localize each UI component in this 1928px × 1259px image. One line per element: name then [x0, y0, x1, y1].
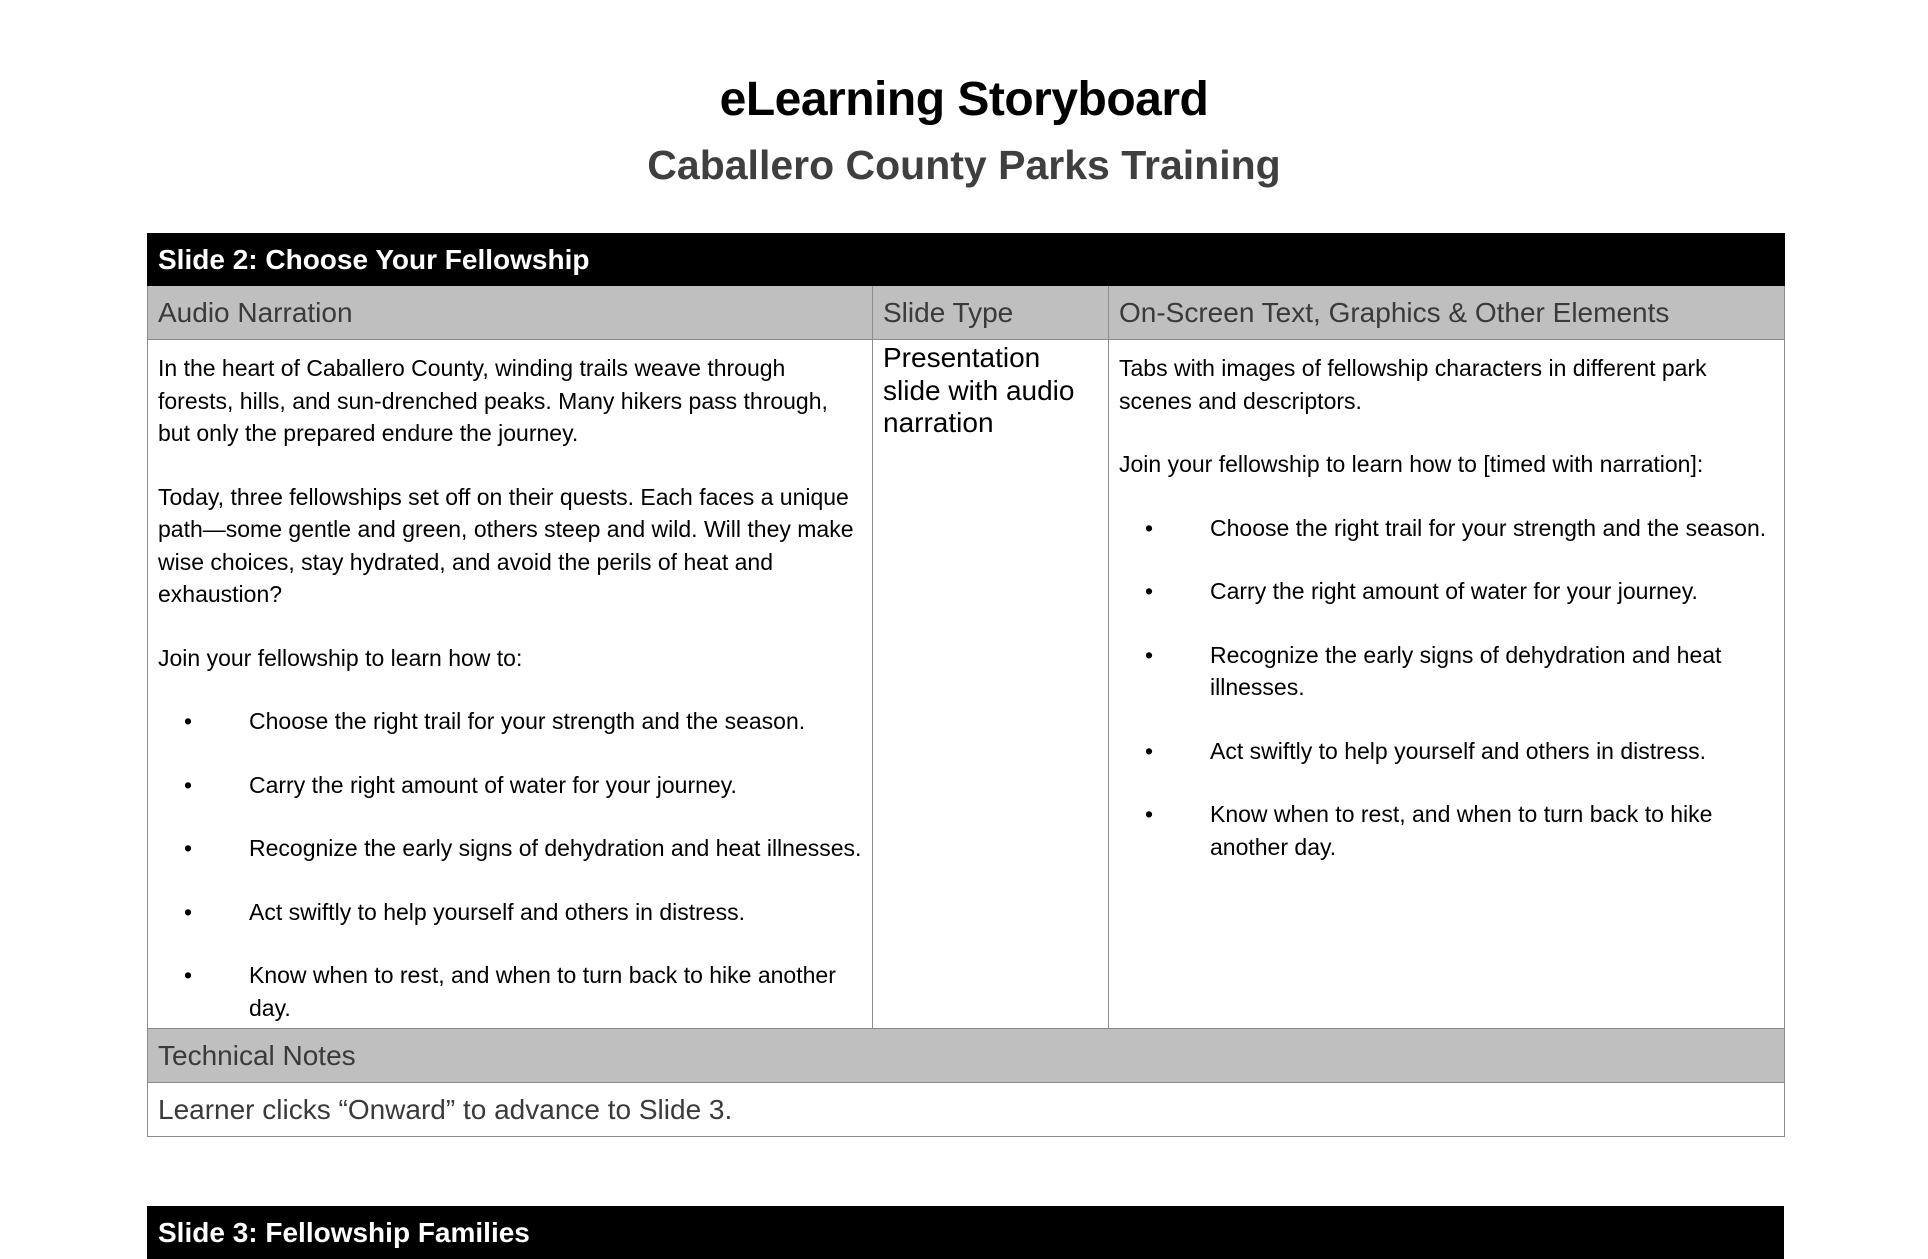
slide-2-heading-row	[148, 234, 1785, 286]
list-item: • Carry the right amount of water for your journey.	[1119, 575, 1774, 608]
slide-2-heading: Slide 2: Choose Your Fellowship	[148, 234, 1785, 286]
list-item: • Act swiftly to help yourself and others in distress.	[158, 896, 862, 929]
audio-narration-cell	[148, 340, 873, 1029]
slide-type-header: Slide Type	[873, 286, 1109, 340]
list-item: • Carry the right amount of water for your journey.	[158, 769, 862, 802]
audio-paragraph: Today, three fellowships set off on their quests. Each faces a unique path—some gentle and green, others steep and wild. Will they make wise choices, stay hydrated, and avoid the perils of heat and exhaustion?	[158, 483, 854, 607]
list-item: • Know when to rest, and when to turn back to hike another day.	[1119, 798, 1774, 863]
list-item: • Choose the right trail for your strength and the season.	[158, 705, 862, 738]
document-subtitle: Caballero County Parks Training	[647, 142, 1281, 188]
list-item: • Act swiftly to help yourself and others in distress.	[1119, 735, 1774, 768]
technical-notes-row	[148, 1083, 1785, 1137]
list-item: • Know when to rest, and when to turn back to hike another day.	[158, 959, 862, 1024]
onscreen-paragraph: Tabs with images of fellowship characters in different park scenes and descriptors.	[1119, 355, 1707, 414]
technical-notes-text: Learner clicks “Onward” to advance to Slide 3.	[148, 1083, 1785, 1137]
audio-paragraph: Join your fellowship to learn how to:	[158, 644, 523, 671]
slide-type-cell: Presentation slide with audio narration	[873, 340, 1109, 1029]
onscreen-bullet-list	[1119, 512, 1774, 864]
slide-2-table	[147, 233, 1785, 1137]
document-title: eLearning Storyboard	[719, 73, 1209, 126]
slide-3-table	[147, 1206, 1784, 1259]
list-item: • Choose the right trail for your strength and the season.	[1119, 512, 1774, 545]
audio-narration-header: Audio Narration	[148, 286, 873, 340]
list-item: • Recognize the early signs of dehydration and heat illnesses.	[158, 832, 862, 865]
slide-3-heading: Slide 3: Fellowship Families	[148, 1207, 1784, 1259]
audio-bullet-list	[158, 705, 862, 1024]
technical-notes-header: Technical Notes	[148, 1029, 1785, 1083]
list-item: • Recognize the early signs of dehydration and heat illnesses.	[1119, 639, 1774, 704]
slide-2-content-row	[148, 340, 1785, 1029]
slide-3-heading-row	[148, 1207, 1784, 1259]
column-header-row	[148, 286, 1785, 340]
onscreen-paragraph: Join your fellowship to learn how to [timed with narration]:	[1119, 451, 1704, 477]
onscreen-header: On-Screen Text, Graphics & Other Elements	[1109, 286, 1785, 340]
onscreen-cell	[1109, 340, 1785, 1029]
technical-notes-header-row	[148, 1029, 1785, 1083]
audio-paragraph: In the heart of Caballero County, winding trails weave through forests, hills, and sun-drenched peaks. Many hikers pass through, but only the prepared endure the journey.	[158, 355, 828, 446]
